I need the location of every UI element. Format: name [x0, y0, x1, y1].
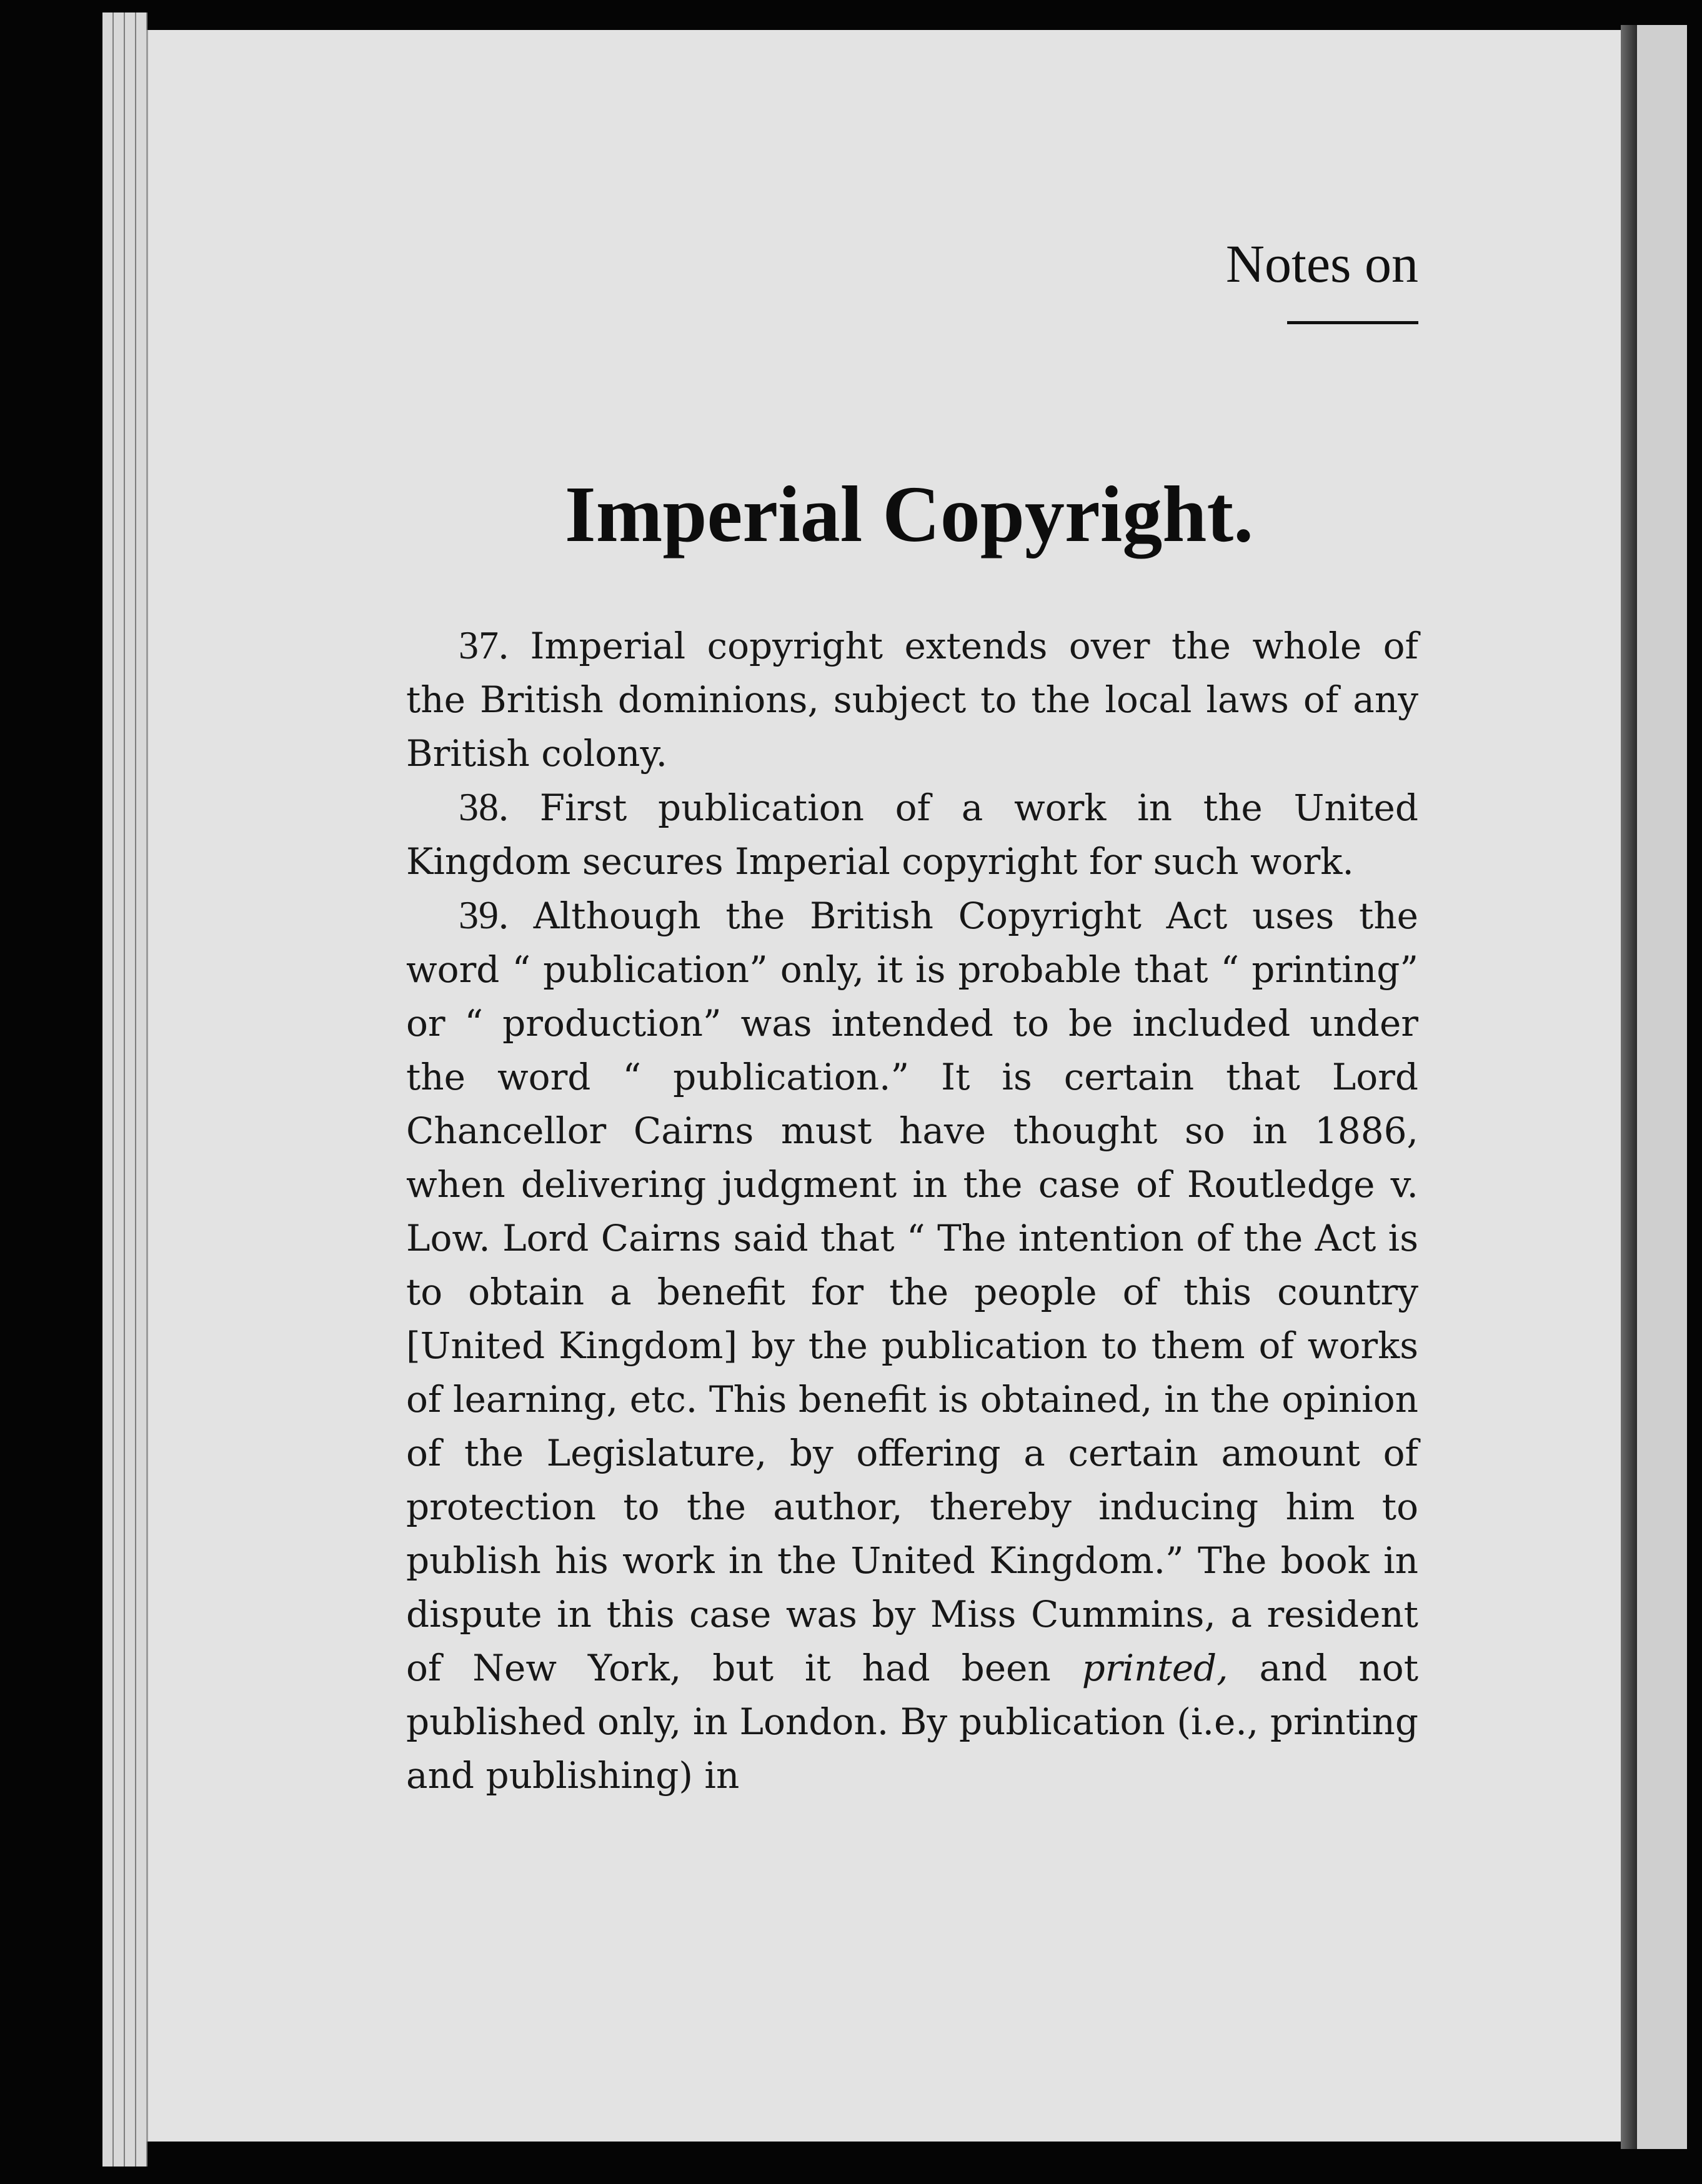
paragraph-text: and not published only, in London. By publication (i.e., printing and publishing) in: [406, 1647, 1419, 1797]
page-title: Imperial Copyright.: [564, 470, 1254, 558]
page-edge: [114, 12, 125, 2167]
paragraph-number: 38.: [459, 785, 509, 829]
paragraph-38: [406, 780, 1418, 888]
book-spine: [1621, 25, 1637, 2149]
paragraph-text: Although the British Copyright Act uses the word “ publication” only, it is probable that “ printing” or “ production” was intended to be included under the word “ publication.” It is certain that Lord Chancellor Cairns must have thought so in 1886, when delivering judgment in the case of Routledge v. Low. Lord Cairns said that “ The intention of the Act is to obtain a benefit for the people of this country [United Kingdom] by the publication to them of works of learning, etc. This benefit is obtained, in the opinion of the Legislature, by offering a certain amount of protection to the author, thereby inducing him to publish his work in the United Kingdom.” The book in dispute in this case was by Miss Cummins, a resident of New York, but it had been: [406, 895, 1419, 1689]
paragraph-39: [406, 888, 1418, 1802]
paragraph-text: Imperial copyright extends over the whole of the British dominions, subject to the local laws of any British colony.: [406, 625, 1418, 775]
running-head-rule: [1287, 321, 1418, 324]
body-text: [406, 618, 1418, 1802]
paragraph-37: [406, 618, 1418, 780]
running-head: Notes on: [1225, 234, 1418, 294]
paragraph-number: 37.: [459, 623, 509, 667]
paragraph-text: First publication of a work in the United Kingdom secures Imperial copyright for such work.: [406, 787, 1419, 883]
facing-page-edge: [1637, 25, 1687, 2149]
page-edge: [102, 12, 114, 2167]
italic-text: printed,: [1082, 1647, 1228, 1689]
paragraph-number: 39.: [459, 893, 509, 937]
page-edge: [125, 12, 136, 2167]
